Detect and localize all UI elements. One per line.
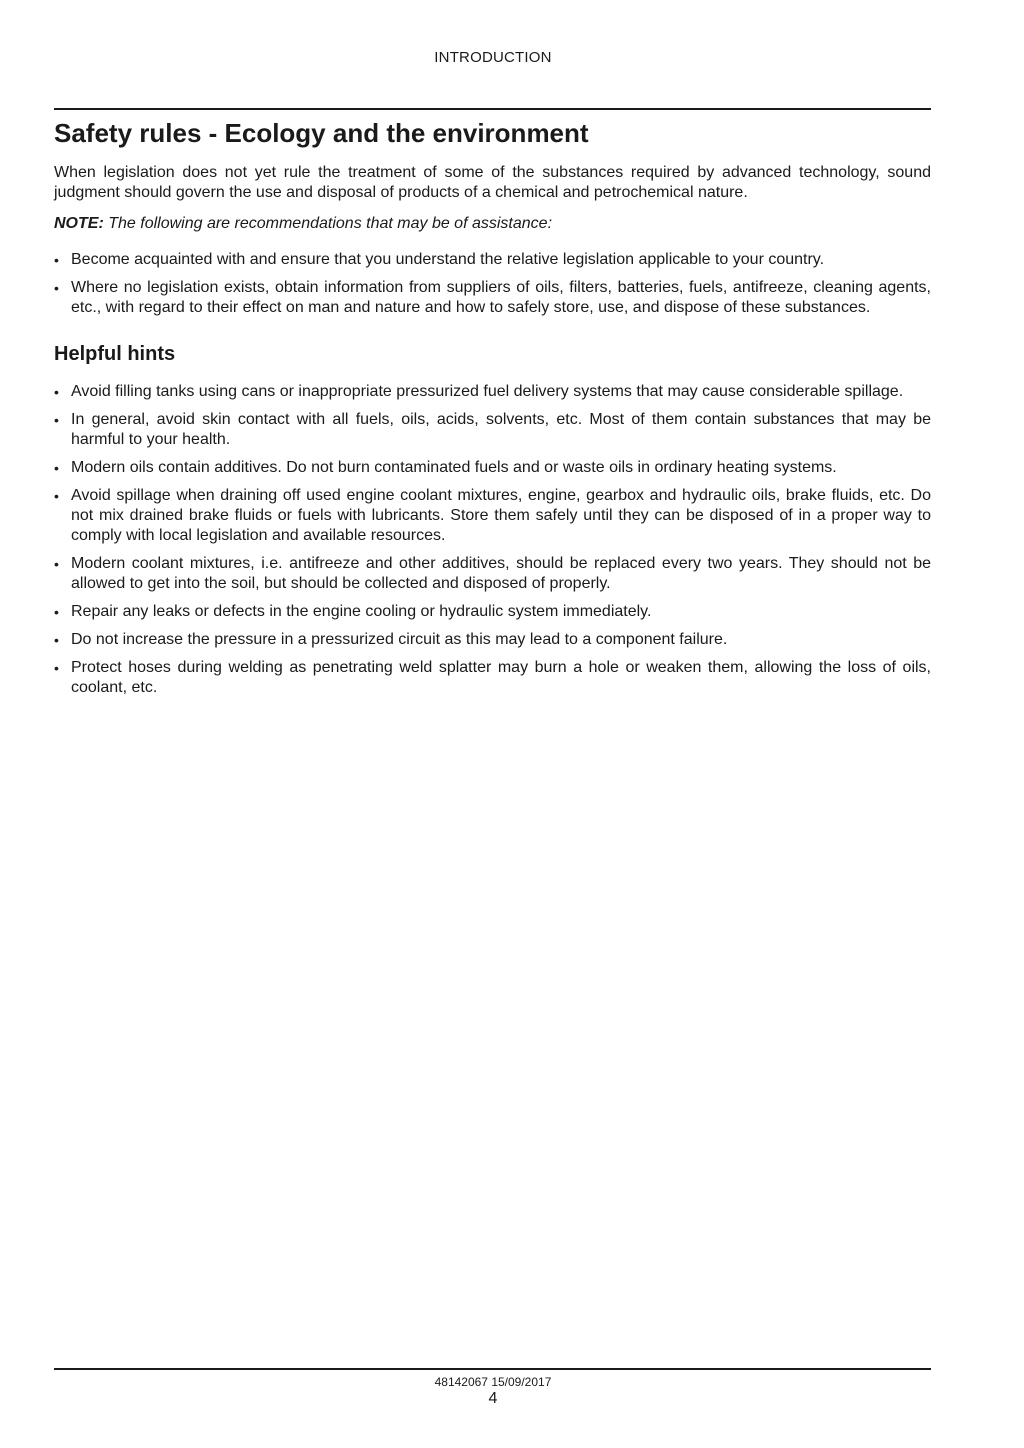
bullet-icon: • [54, 632, 59, 648]
list-item-text: Become acquainted with and ensure that you understand the relative legislation applicable to your country. [71, 251, 825, 268]
note-paragraph [54, 214, 931, 234]
list-item-text: Protect hoses during welding as penetrating weld splatter may burn a hole or weaken them, allowing the loss of oils, coolant, etc. [71, 659, 931, 696]
footer-rule [54, 1368, 931, 1370]
list-item [54, 250, 931, 270]
list-item [54, 486, 931, 546]
list-item-text: Avoid spillage when draining off used engine coolant mixtures, engine, gearbox and hydraulic oils, brake fluids, etc. Do not mix drained brake fluids or fuels with lubricants. Store them safely until they can be disposed of in a proper way to comply with local legislation and available resources. [71, 487, 931, 544]
list-item-text: Modern coolant mixtures, i.e. antifreeze and other additives, should be replaced every two years. They should not be allowed to get into the soil, but should be collected and disposed of properly. [71, 555, 931, 592]
bullet-icon: • [54, 604, 59, 620]
list-item [54, 278, 931, 318]
hints-list [54, 382, 931, 698]
bullet-icon: • [54, 488, 59, 504]
list-item-text: Do not increase the pressure in a pressurized circuit as this may lead to a component failure. [71, 631, 728, 648]
bullet-icon: • [54, 556, 59, 572]
page-content [54, 108, 931, 706]
bullet-icon: • [54, 412, 59, 428]
intro-paragraph: When legislation does not yet rule the treatment of some of the substances required by advanced technology, sound judgment should govern the use and disposal of products of a chemical and petrochemical nature. [54, 164, 931, 201]
list-item-text: Where no legislation exists, obtain information from suppliers of oils, filters, batteries, fuels, antifreeze, cleaning agents, etc., with regard to their effect on man and nature and how to safely store, use, and dispose of these substances. [71, 279, 931, 316]
list-item-text: Repair any leaks or defects in the engine cooling or hydraulic system immediately. [71, 603, 652, 620]
list-item [54, 630, 931, 650]
bullet-icon: • [54, 280, 59, 296]
list-item [54, 382, 931, 402]
list-item [54, 458, 931, 478]
subsection-title: Helpful hints [54, 343, 176, 365]
bullet-icon: • [54, 660, 59, 676]
list-item-text: Modern oils contain additives. Do not burn contaminated fuels and or waste oils in ordinary heating systems. [71, 459, 837, 476]
section-title: Safety rules - Ecology and the environment [54, 118, 589, 148]
recommendations-list [54, 250, 931, 318]
header-rule [54, 108, 931, 110]
bullet-icon: • [54, 460, 59, 476]
note-text: The following are recommendations that may be of assistance: [103, 215, 553, 232]
running-header: INTRODUCTION [434, 49, 552, 66]
page-number: 4 [488, 1390, 498, 1407]
list-item [54, 602, 931, 622]
list-item [54, 410, 931, 450]
bullet-icon: • [54, 384, 59, 400]
list-item [54, 658, 931, 698]
list-item-text: In general, avoid skin contact with all fuels, oils, acids, solvents, etc. Most of them contain substances that may be harmful to your health. [71, 411, 931, 448]
bullet-icon: • [54, 252, 59, 268]
list-item [54, 554, 931, 594]
note-label: NOTE: [54, 215, 104, 232]
document-reference: 48142067 15/09/2017 [434, 1375, 552, 1389]
list-item-text: Avoid filling tanks using cans or inappropriate pressurized fuel delivery systems that may cause considerable spillage. [71, 383, 904, 400]
